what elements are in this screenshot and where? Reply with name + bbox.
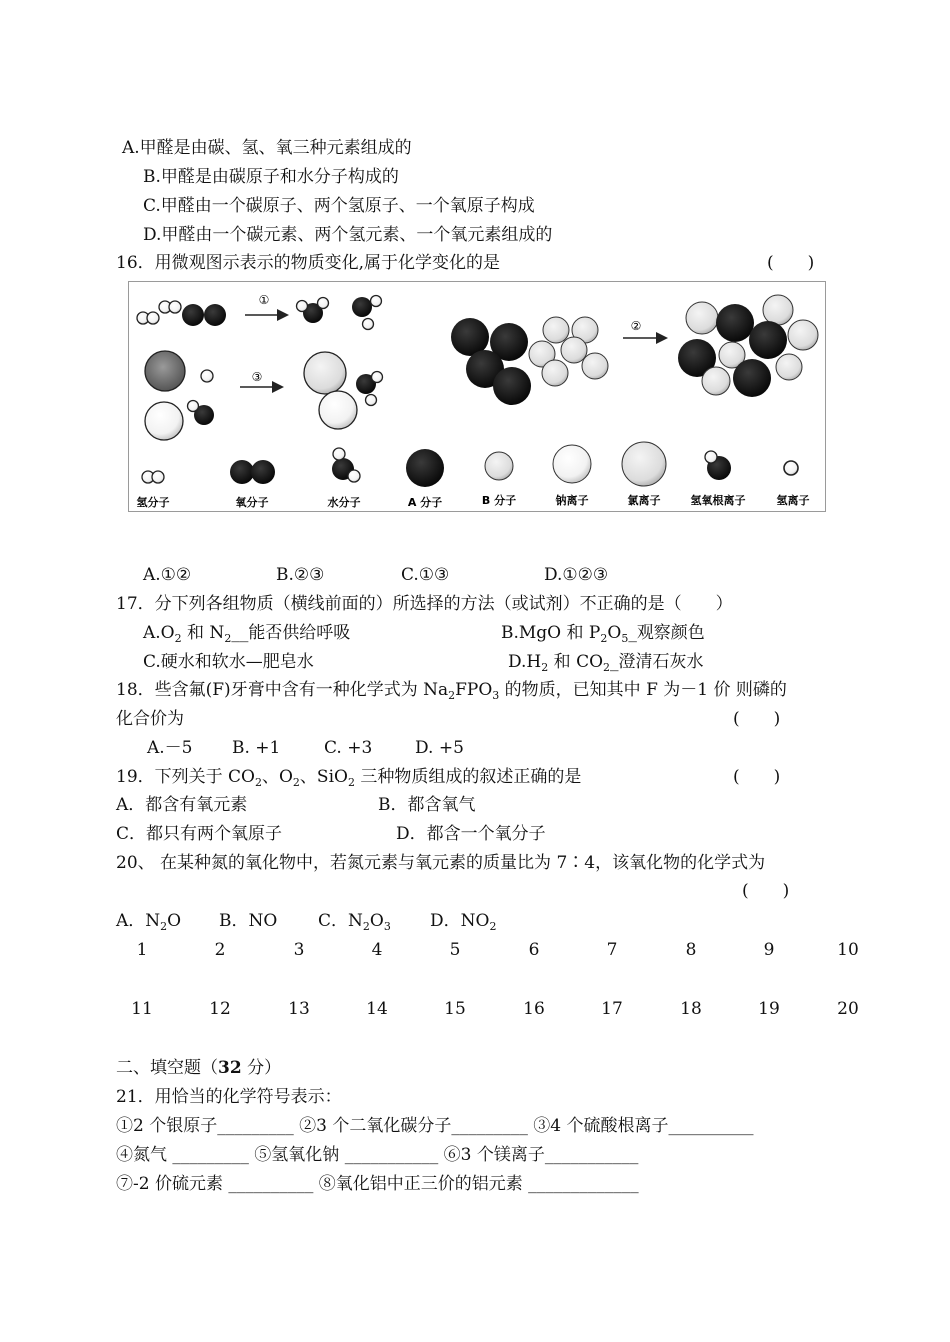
answer-number: 6 xyxy=(528,940,540,960)
answer-number: 11 xyxy=(131,999,153,1019)
q19-option-d: D．都含一个氧分子 xyxy=(396,824,546,844)
q16-option-b: B.②③ xyxy=(276,565,325,585)
section-2-heading: 二、填空题（32 分） xyxy=(116,1058,282,1078)
legend-b-molecule: B 分子 xyxy=(481,494,517,507)
q20-answer-paren: ( ) xyxy=(742,881,790,901)
answer-number: 17 xyxy=(601,999,623,1019)
legend-water-molecule: 水分子 xyxy=(327,496,361,509)
answer-number: 20 xyxy=(837,999,859,1019)
answer-number: 7 xyxy=(606,940,618,960)
answer-number: 5 xyxy=(449,940,461,960)
q19-stem: 19．下列关于 $CO_2$、$O_2$、SiO$_2$ 三种物质组成的叙述正确的是 xyxy=(116,767,582,789)
q15-option-a: A.甲醛是由碳、氢、氧三种元素组成的 xyxy=(122,138,412,158)
reaction-1 xyxy=(137,293,382,330)
answer-number: 13 xyxy=(288,999,310,1019)
answer-number: 4 xyxy=(371,940,383,960)
legend-hydrogen-ion: 氢离子 xyxy=(776,494,810,507)
q19-option-c: C．都只有两个氧原子 xyxy=(116,824,283,844)
q16-option-c: C.①③ xyxy=(401,565,450,585)
q19-option-a: A．都含有氧元素 xyxy=(116,795,248,815)
q17-option-c: C.硬水和软水—肥皂水 xyxy=(143,652,314,672)
q18-answer-paren: ( ) xyxy=(733,709,781,729)
q20-option-c: C．$N_2O_3$ xyxy=(318,911,391,933)
legend-hydrogen-molecule: 氢分子 xyxy=(136,496,170,509)
reaction-2 xyxy=(451,295,818,405)
q20-option-a: A．$N_2O$ xyxy=(116,911,182,933)
answer-number: 19 xyxy=(758,999,780,1019)
q21-line-1: ①2 个银原子_________ ②3 个二氧化碳分子_________ ③4 个硫酸根离子__________ xyxy=(116,1116,754,1136)
q21-stem: 21．用恰当的化学符号表示： xyxy=(116,1087,342,1107)
q16-stem: 16．用微观图示表示的物质变化,属于化学变化的是 xyxy=(116,253,501,273)
q16-option-d: D.①②③ xyxy=(544,565,609,585)
legend xyxy=(137,442,810,509)
answer-number: 1 xyxy=(136,940,148,960)
answer-number: 2 xyxy=(214,940,226,960)
step-3-label: ③ xyxy=(251,370,263,384)
step-2-label: ② xyxy=(630,319,642,333)
q17-option-b: B.MgO 和 $P_2O_5\_$观察颜色 xyxy=(501,623,705,645)
q18-option-c: C. +3 xyxy=(324,738,373,758)
answer-number: 10 xyxy=(837,940,859,960)
q15-option-d: D.甲醛由一个碳元素、两个氢元素、一个氧元素组成的 xyxy=(143,225,553,245)
answer-number: 12 xyxy=(209,999,231,1019)
legend-a-molecule: A 分子 xyxy=(407,496,443,509)
q16-answer-paren: ( ) xyxy=(767,253,815,273)
microscopic-diagram-svg xyxy=(129,282,825,511)
q18-stem-line2: 化合价为 xyxy=(116,709,184,729)
q21-line-3: ⑦-2 价硫元素 __________ ⑧氧化铝中正三价的铝元素 _____________ xyxy=(116,1174,639,1194)
q18-stem: 18．些含氟(F)牙膏中含有一种化学式为 $Na_2FPO_3$ 的物质，已知其中 F 为－1 价 则磷的 xyxy=(116,680,787,702)
reaction-3 xyxy=(145,351,383,440)
q19-answer-paren: ( ) xyxy=(733,767,781,787)
answer-number: 9 xyxy=(763,940,775,960)
answer-number: 8 xyxy=(685,940,697,960)
legend-hydroxide-ion: 氢氧根离子 xyxy=(690,494,746,507)
q18-option-d: D. +5 xyxy=(415,738,464,758)
legend-sodium-ion: 钠离子 xyxy=(555,494,589,507)
q20-stem: 20、 在某种氮的氧化物中，若氮元素与氧元素的质量比为 7∶4，该氧化物的化学式为 xyxy=(116,853,766,873)
q18-option-b: B. +1 xyxy=(232,738,281,758)
microscopic-diagram xyxy=(128,281,826,512)
answer-number: 16 xyxy=(523,999,545,1019)
q17-option-a: $A.O_2$ 和 $N_2\_\_$能否供给呼吸 xyxy=(143,623,351,645)
q21-line-2: ④氮气 _________ ⑤氢氧化钠 ___________ ⑥3 个镁离子___________ xyxy=(116,1145,639,1165)
q20-option-b: B．NO xyxy=(219,911,278,931)
answer-number: 3 xyxy=(293,940,305,960)
q18-option-a: A.－5 xyxy=(147,738,193,758)
q15-option-c: C.甲醛由一个碳原子、两个氢原子、一个氧原子构成 xyxy=(143,196,535,216)
q20-option-d: D．$NO_2$ xyxy=(430,911,497,933)
q16-option-a: A.①② xyxy=(143,565,192,585)
legend-oxygen-molecule: 氧分子 xyxy=(235,496,269,509)
legend-chloride-ion: 氯离子 xyxy=(627,494,661,507)
q17-stem: 17．分下列各组物质（横线前面的）所选择的方法（或试剂）不正确的是（ ） xyxy=(116,594,733,614)
answer-number: 15 xyxy=(444,999,466,1019)
q17-option-d: $D.H_2$ 和 $CO_2\_$澄清石灰水 xyxy=(508,652,704,674)
q15-option-b: B.甲醛是由碳原子和水分子构成的 xyxy=(143,167,399,187)
step-1-label: ① xyxy=(258,293,270,307)
answer-number: 18 xyxy=(680,999,702,1019)
q19-option-b: B．都含氧气 xyxy=(378,795,476,815)
answer-number: 14 xyxy=(366,999,388,1019)
